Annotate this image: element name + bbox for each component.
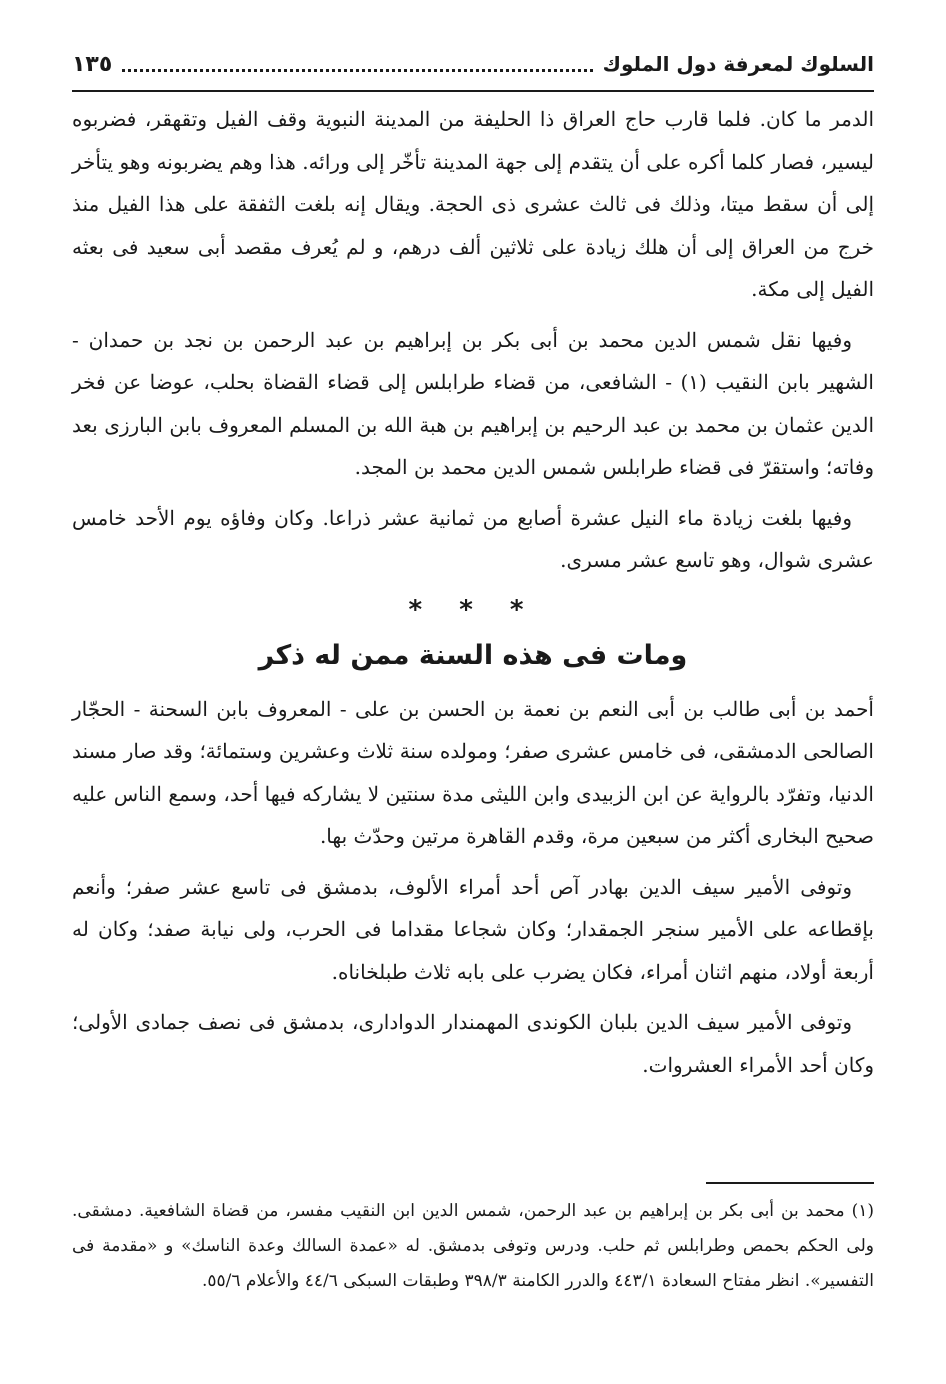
footnotes (72, 1194, 874, 1299)
page-number: ١٣٥ (72, 51, 113, 77)
footnote-1: (١) محمد بن أبى بكر بن إبراهيم بن عبد الرحمن، شمس الدين ابن النقيب مفسر، من قضاة الشافعية. دمشقى. ولى الحكم بحمص وطرابلس ثم حلب. ودرس وتوفى بدمشق. له «عمدة السالك وعدة الناسك» و «مقدمة فى التفسير». انظر مفتاح السعادة ٤٤٣/١ والدرر الكامنة ٣٩٨/٣ وطبقات السبكى ٤٤/٦ والأعلام ٥٥/٦. (72, 1201, 874, 1291)
paragraph-elephant: الدمر ما كان. فلما قارب حاج العراق ذا الحليفة من المدينة النبوية وقف الفيل وتقهقر، فضربوه ليسير، فصار كلما أكره على أن يتقدم إلى جهة المدينة تأخّر إلى ورائه. هذا وهم يضربونه وهو يتأخر إلى أن سقط ميتا، وذلك فى ثالث عشرى ذى الحجة. ويقال إنه بلغت الثفقة على هذا الفيل منذ خرج من العراق إلى أن هلك زيادة على ثلاثين ألف درهم، و لم يُعرف مقصد أبى سعيد فى بعثه الفيل إلى مكة. (72, 107, 874, 301)
book-title: السلوك لمعرفة دول الملوك (602, 52, 874, 76)
section-separator: * * * (408, 594, 538, 625)
header-title-group (112, 52, 874, 76)
obituary-ahmad: أحمد بن أبى طالب بن أبى النعم بن نعمة بن الحسن بن على - المعروف بابن السحنة - الحجّار الصالحى الدمشقى، فى خامس عشرى صفر؛ ومولده سنة ثلاث وعشرين وستمائة؛ وقد صار مسند الدنيا، وتفرّد بالرواية عن ابن الزبيدى وابن الليثى مدة سنتين لا يشاركه فيها أحد، وسمع الناس عليه صحيح البخارى أكثر من سبعين مرة، وقدم القاهرة مرتين وحدّث بها. (72, 696, 874, 848)
section-title: ومات فى هذه السنة ممن له ذكر (258, 639, 688, 671)
paragraph-ibn-naqib: وفيها نقل شمس الدين محمد بن أبى بكر بن إبراهيم بن عبد الرحمن بن نجد بن حمدان - الشهير بابن النقيب (١) - الشافعى، من قضاء طرابلس إلى قضاء القضاة بحلب، عوضا عن فخر الدين عثمان بن محمد بن عبد الرحيم بن إبراهيم بن هبة الله بن المسلم المعروف بابن البارزى بعد وفاته؛ واستقرّ فى قضاء طرابلس شمس الدين محمد بن المجد. (72, 327, 875, 479)
obituary-bahadur: وتوفى الأمير سيف الدين بهادر آص أحد أمراء الألوف، بدمشق فى تاسع عشر صفر؛ وأنعم بإقطاعه على الأمير سنجر الجمقدار؛ وكان شجاعا مقداما فى الحرب، ولى نيابة صفد؛ وكان له أربعة أولاد، منهم اثنان أمراء، فكان يضرب على بابه ثلاث طبلخاناه. (72, 874, 874, 984)
header-dot-leader (122, 69, 592, 72)
main-text (72, 98, 874, 1086)
paragraph-nile: وفيها بلغت زيادة ماء النيل عشرة أصابع من ثمانية عشر ذراعا. وكان وفاؤه يوم الأحد خامس عشرى شوال، وهو تاسع عشر مسرى. (72, 505, 874, 572)
book-page (72, 40, 874, 1360)
obituary-balaban: وتوفى الأمير سيف الدين بلبان الكوندى المهمندار الدوادارى، بدمشق فى نصف جمادى الأولى؛ وكان أحد الأمراء العشروات. (72, 1010, 874, 1077)
running-header (72, 40, 874, 92)
footnote-divider (706, 1182, 874, 1184)
